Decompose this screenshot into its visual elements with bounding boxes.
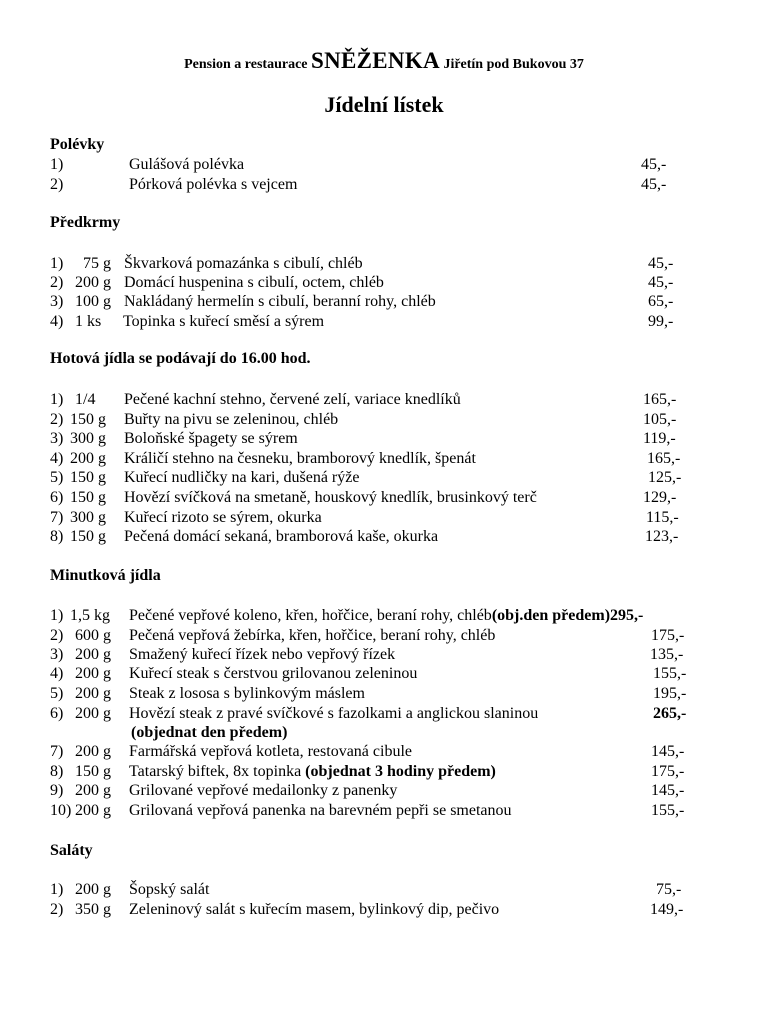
- item-name: Králičí stehno na česneku, bramborový knedlík, špenát: [124, 450, 476, 467]
- menu-item: [50, 175, 750, 194]
- item-price: 119,-: [643, 430, 676, 447]
- item-name: [129, 762, 496, 781]
- item-price: 165,-: [643, 391, 677, 408]
- menu-item: [50, 781, 750, 800]
- item-name: Hovězí svíčková na smetaně, houskový knedlík, brusinkový terč: [124, 489, 537, 506]
- restaurant-header: [0, 48, 768, 74]
- menu-item: [50, 488, 750, 507]
- menu-item: [50, 273, 750, 292]
- menu-item: [50, 684, 750, 703]
- item-price: 265,-: [653, 705, 687, 722]
- item-price: 105,-: [643, 411, 677, 428]
- item-name: Kuřecí steak s čerstvou grilovanou zeleninou: [129, 665, 418, 682]
- item-order-note-row: [50, 723, 750, 742]
- item-price: 123,-: [645, 528, 679, 545]
- item-number: 4): [50, 450, 64, 467]
- item-order-note: (obj.den předem): [491, 607, 611, 624]
- item-price: 165,-: [647, 450, 681, 467]
- menu-item: [50, 410, 750, 429]
- menu-item: [50, 762, 750, 781]
- item-price: 99,-: [648, 313, 674, 330]
- item-price: 155,-: [653, 665, 687, 682]
- item-price: 125,-: [648, 469, 682, 486]
- item-quantity: 150 g: [75, 763, 111, 780]
- item-price: 45,-: [648, 255, 674, 272]
- item-price: 45,-: [641, 176, 667, 193]
- item-number: 3): [50, 293, 64, 310]
- item-name: Farmářská vepřová kotleta, restovaná cibule: [129, 743, 412, 760]
- item-number: 10): [50, 802, 72, 819]
- menu-item: [50, 626, 750, 645]
- menu-item: [50, 390, 750, 409]
- item-number: 1): [50, 156, 64, 173]
- item-price: 129,-: [643, 489, 677, 506]
- item-number: 2): [50, 411, 64, 428]
- item-quantity: 150 g: [70, 528, 106, 545]
- item-number: 2): [50, 901, 64, 918]
- menu-title: Jídelní lístek: [324, 92, 444, 117]
- item-number: 5): [50, 469, 64, 486]
- item-name: Grilované vepřové medailonky z panenky: [129, 782, 398, 799]
- section-title-starters: Předkrmy: [50, 214, 121, 231]
- item-price: 175,-: [651, 627, 685, 644]
- item-quantity: 1,5 kg: [70, 607, 110, 624]
- item-name: Buřty na pivu se zeleninou, chléb: [124, 411, 339, 428]
- item-quantity: 300 g: [70, 509, 106, 526]
- item-name: Domácí huspenina s cibulí, octem, chléb: [124, 274, 384, 291]
- item-quantity: 200 g: [75, 274, 111, 291]
- item-number: 5): [50, 685, 64, 702]
- item-name: Hovězí steak z pravé svíčkové s fazolkami a anglickou slaninou: [129, 705, 539, 722]
- menu-item: [50, 429, 750, 448]
- header-prefix: Pension a restaurace: [184, 57, 308, 72]
- item-number: 8): [50, 528, 64, 545]
- menu-item: [50, 312, 750, 331]
- section-title-soups: Polévky: [50, 136, 105, 153]
- item-price: 195,-: [653, 685, 687, 702]
- item-name: Steak z lososa s bylinkovým máslem: [129, 685, 365, 702]
- item-price: 145,-: [651, 743, 685, 760]
- item-name: Pórková polévka s vejcem: [129, 176, 298, 193]
- menu-item: [50, 254, 750, 273]
- menu-item: [50, 801, 750, 820]
- item-quantity: 75 g: [83, 255, 111, 272]
- item-number: 3): [50, 430, 64, 447]
- item-number: 8): [50, 763, 64, 780]
- item-quantity: 350 g: [75, 901, 111, 918]
- item-name: Gulášová polévka: [129, 156, 245, 173]
- item-price: 75,-: [656, 881, 682, 898]
- item-quantity: 200 g: [75, 782, 111, 799]
- item-quantity: 600 g: [75, 627, 111, 644]
- item-number: 4): [50, 313, 64, 330]
- item-name: Smažený kuřecí řízek nebo vepřový řízek: [129, 646, 396, 663]
- item-quantity: 200 g: [75, 646, 111, 663]
- item-name: Šopský salát: [129, 881, 210, 898]
- item-number: 9): [50, 782, 64, 799]
- item-quantity: 1 ks: [75, 313, 102, 330]
- item-quantity: 100 g: [75, 293, 111, 310]
- item-price: 45,-: [641, 156, 667, 173]
- item-name-text: Tatarský biftek, 8x topinka: [129, 763, 302, 780]
- item-number: 1): [50, 391, 64, 408]
- item-price: 65,-: [648, 293, 674, 310]
- menu-item: [50, 664, 750, 683]
- item-name: Kuřecí rizoto se sýrem, okurka: [124, 509, 322, 526]
- item-quantity: 200 g: [75, 685, 111, 702]
- item-price: 155,-: [651, 802, 685, 819]
- item-number: 6): [50, 705, 64, 722]
- item-number: 1): [50, 607, 64, 624]
- item-price: 149,-: [650, 901, 684, 918]
- item-quantity: 200 g: [75, 802, 111, 819]
- item-name: Boloňské špagety se sýrem: [124, 430, 298, 447]
- item-price: 45,-: [648, 274, 674, 291]
- item-quantity: 150 g: [70, 411, 106, 428]
- section-title-salads: Saláty: [50, 842, 93, 859]
- item-price: 145,-: [651, 782, 685, 799]
- menu-item: [50, 155, 750, 174]
- item-name: Pečená domácí sekaná, bramborová kaše, okurka: [124, 528, 439, 545]
- item-price: 175,-: [651, 763, 685, 780]
- item-number: 4): [50, 665, 64, 682]
- menu-item: [50, 742, 750, 761]
- item-name: Zeleninový salát s kuřecím masem, bylinkový dip, pečivo: [129, 901, 500, 918]
- restaurant-location: Jiřetín pod Bukovou 37: [443, 57, 584, 72]
- item-name: Topinka s kuřecí směsí a sýrem: [123, 313, 325, 330]
- menu-item: [50, 508, 750, 527]
- item-name: Kuřecí nudličky na kari, dušená rýže: [124, 469, 360, 486]
- item-number: 6): [50, 489, 64, 506]
- menu-item: [50, 645, 750, 664]
- item-quantity: 200 g: [75, 705, 111, 722]
- item-quantity: 150 g: [70, 489, 106, 506]
- section-title-minute-meals: Minutková jídla: [50, 567, 161, 584]
- menu-item: [50, 606, 750, 625]
- menu-item: [50, 880, 750, 899]
- item-quantity: 200 g: [70, 450, 106, 467]
- item-price: 295,-: [610, 607, 644, 624]
- item-number: 7): [50, 509, 64, 526]
- section-title-ready-meals: Hotová jídla se podávají do 16.00 hod.: [50, 350, 311, 367]
- item-quantity: 300 g: [70, 430, 106, 447]
- item-name-text: Pečené vepřové koleno, křen, hořčice, beraní rohy, chléb: [129, 607, 492, 624]
- menu-item: [50, 292, 750, 311]
- item-number: 2): [50, 274, 64, 291]
- item-name: Nakládaný hermelín s cibulí, beranní rohy, chléb: [124, 293, 436, 310]
- item-quantity: 200 g: [75, 743, 111, 760]
- item-price: 135,-: [650, 646, 684, 663]
- menu-item: [50, 527, 750, 546]
- item-name: Škvarková pomazánka s cibulí, chléb: [124, 255, 363, 272]
- menu-item: [50, 704, 750, 723]
- menu-item: [50, 449, 750, 468]
- item-number: 1): [50, 881, 64, 898]
- item-quantity: 1/4: [75, 391, 96, 408]
- item-number: 2): [50, 176, 64, 193]
- item-number: 3): [50, 646, 64, 663]
- item-name: [129, 606, 643, 625]
- item-price: 115,-: [646, 509, 679, 526]
- item-quantity: 200 g: [75, 665, 111, 682]
- menu-item: [50, 900, 750, 919]
- item-quantity: 150 g: [70, 469, 106, 486]
- item-number: 1): [50, 255, 64, 272]
- item-name: Pečená vepřová žebírka, křen, hořčice, beraní rohy, chléb: [129, 627, 496, 644]
- menu-item: [50, 468, 750, 487]
- item-quantity: 200 g: [75, 881, 111, 898]
- restaurant-name: SNĚŽENKA: [311, 48, 440, 73]
- item-name: Pečené kachní stehno, červené zelí, variace knedlíků: [124, 391, 461, 408]
- item-number: 7): [50, 743, 64, 760]
- item-order-note: (objednat den předem): [131, 724, 288, 741]
- item-name: Grilovaná vepřová panenka na barevném pepři se smetanou: [129, 802, 512, 819]
- item-order-note: (objednat 3 hodiny předem): [305, 763, 496, 780]
- item-number: 2): [50, 627, 64, 644]
